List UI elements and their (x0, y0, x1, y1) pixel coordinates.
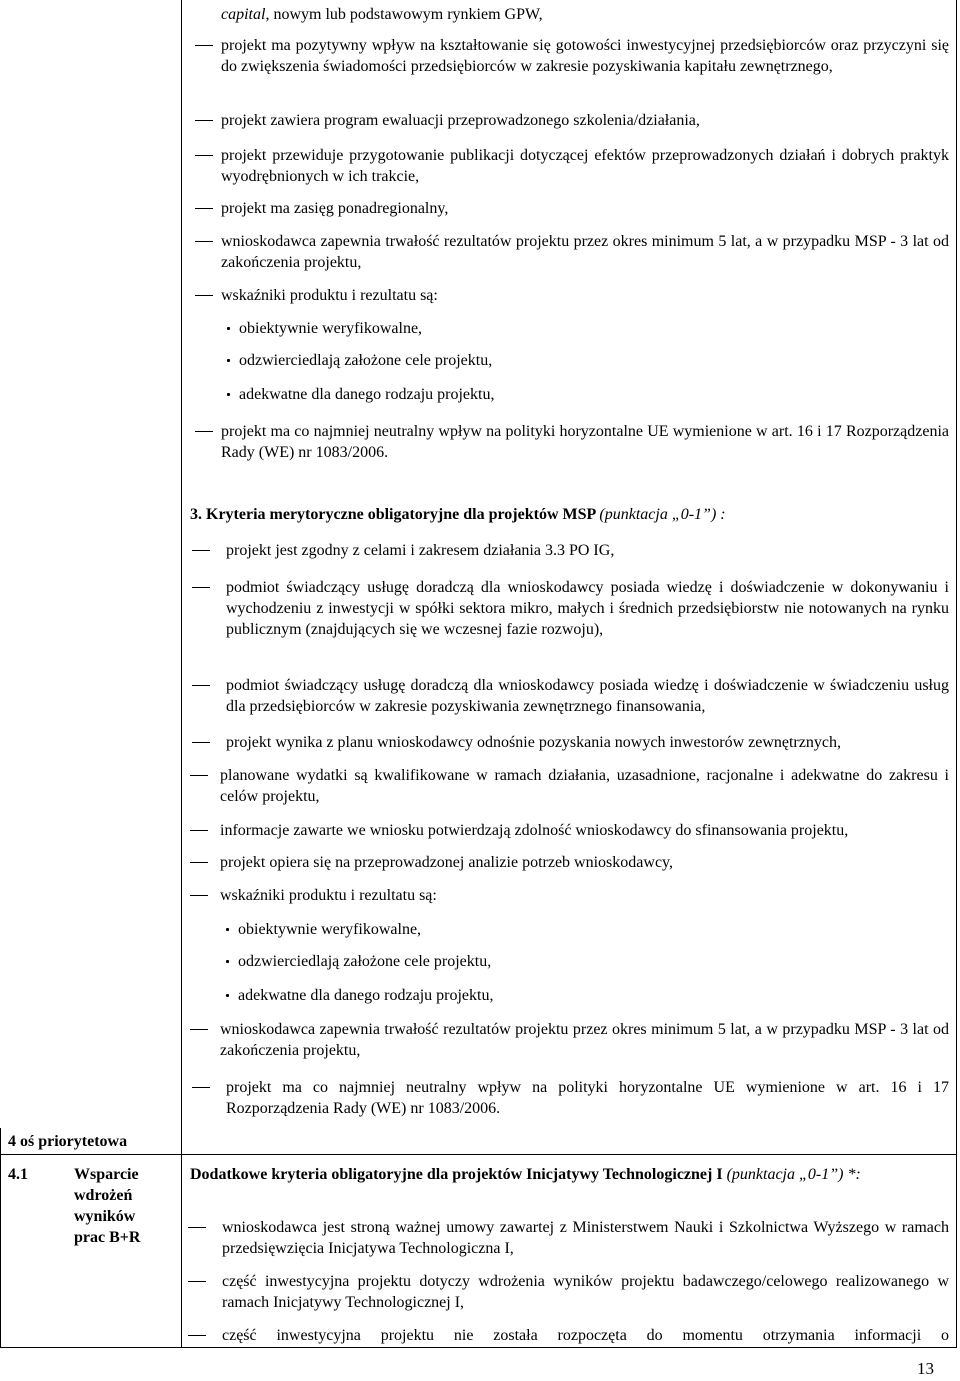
list-item-text: część inwestycyjna projektu dotyczy wdrożenia wyników projektu badawczego/celowego realizowanego w ramach Inicjatywy Technologicznej I, (222, 1273, 949, 1311)
dash-marker (195, 45, 213, 46)
dash-marker (188, 1227, 206, 1228)
list-item-text: część inwestycyjna projektu nie została rozpoczęta do momentu otrzymania informacji o (222, 1327, 949, 1344)
list-item (190, 765, 949, 807)
list-item (190, 820, 949, 841)
table-bottom-border (0, 1347, 957, 1348)
table-left-border (0, 1128, 1, 1348)
list-item (193, 145, 949, 187)
list-item-text: projekt przewiduje przygotowanie publikacji dotyczącej efektów przeprowadzonych działań i dobrych praktyk wyodrębnionych w ich trakcie, (221, 147, 949, 185)
dash-marker (190, 895, 208, 896)
table-column-divider (181, 0, 182, 1348)
list-item-text: projekt ma co najmniej neutralny wpływ na polityki horyzontalne UE wymienione w art. 16 i 17 Rozporządzenia Rady (WE) nr 1083/2006. (221, 423, 949, 461)
list-item (190, 885, 949, 906)
list-item (193, 35, 949, 77)
list-item-text: projekt ma co najmniej neutralny wpływ na polityki horyzontalne UE wymienione w art. 16 i 17 Rozporządzenia Rady (WE) nr 1083/2006. (226, 1079, 949, 1117)
dash-marker (192, 587, 210, 588)
list-item (186, 1271, 949, 1313)
section-41-list (186, 1217, 949, 1347)
dash-marker (195, 241, 213, 242)
bullet-item (227, 350, 492, 371)
list-item-text: planowane wydatki są kwalifikowane w ramach działania, uzasadnione, racjonalne i adekwatne do zakresu i celów projektu, (220, 767, 949, 805)
dash-marker (188, 1281, 206, 1282)
list-item-text: projekt zawiera program ewaluacji przeprowadzonego szkolenia/działania, (221, 112, 700, 129)
list-item-text: podmiot świadczący usługę doradczą dla wnioskodawcy posiada wiedzę i doświadczenie w dokonywaniu i wychodzeniu z inwestycji w spółki sektora mikro, małych i średnich przedsiębiorstw nie notowanych na rynku publicznym (znajdujących się we wczesnej fazie rozwoju), (226, 579, 949, 638)
section-3-list (190, 540, 949, 1120)
priority-axis-label: 4 oś priorytetowa (8, 1133, 128, 1150)
dash-marker (195, 155, 213, 156)
bullet-text: obiektywnie weryfikowalne, (238, 921, 422, 938)
list-item (193, 198, 949, 219)
list-item-text: wskaźniki produktu i rezultatu są: (220, 887, 437, 904)
bullet-item (227, 318, 422, 339)
list-item (190, 852, 949, 873)
bullet-text: adekwatne dla danego rodzaju projektu, (238, 987, 494, 1004)
bullet-item (226, 919, 421, 940)
dash-marker (192, 550, 210, 551)
bullet-text: odzwierciedlają założone cele projektu, (238, 953, 492, 970)
page-number: 13 (917, 1359, 934, 1378)
dash-marker (192, 685, 210, 686)
measure-number: 4.1 (8, 1166, 28, 1183)
list-item (193, 110, 949, 131)
list-item-text: wnioskodawca zapewnia trwałość rezultatów projektu przez okres minimum 5 lat, a w przypadku MSP - 3 lat od zakończenia projektu, (220, 1021, 949, 1059)
section-41-scoring-note: (punktacja „0-1”) *: (726, 1166, 861, 1183)
table-right-border (956, 0, 957, 1348)
bullet-dot (226, 928, 229, 931)
list-item (193, 285, 949, 306)
section-41-title: Dodatkowe kryteria obligatoryjne dla projektów Inicjatywy Technologicznej I (190, 1166, 723, 1183)
bullet-dot (227, 327, 230, 330)
list-item (190, 540, 949, 561)
dash-marker (190, 862, 208, 863)
section-3-title: 3. Kryteria merytoryczne obligatoryjne dla projektów MSP (190, 506, 596, 523)
list-item-text: wnioskodawca jest stroną ważnej umowy zawartej z Ministerstwem Nauki i Szkolnictwa Wyższego w ramach przedsięwzięcia Inicjatywa Technologiczna I, (222, 1219, 949, 1257)
list-item-text: wskaźniki produktu i rezultatu są: (221, 287, 438, 304)
bullet-dot (226, 994, 229, 997)
bullet-item (227, 384, 494, 405)
section-3-scoring-note: (punktacja „0-1”) : (599, 506, 726, 523)
list-item-text: projekt ma pozytywny wpływ na kształtowanie się gotowości inwestycyjnej przedsiębiorców oraz przyczyni się do zwiększenia świadomości przedsiębiorców w zakresie pozyskiwania kapitału zewnętrznego, (221, 37, 949, 75)
list-item-text: projekt ma zasięg ponadregionalny, (221, 200, 449, 217)
dash-marker (192, 742, 210, 743)
dash-marker (192, 1087, 210, 1088)
capital-word: capital (221, 6, 266, 23)
list-item-text: projekt jest zgodny z celami i zakresem działania 3.3 PO IG, (226, 542, 615, 559)
bullet-item (226, 951, 491, 972)
dash-marker (195, 120, 213, 121)
list-item-text: wnioskodawca zapewnia trwałość rezultatów projektu przez okres minimum 5 lat, a w przypadku MSP - 3 lat od zakończenia projektu, (221, 233, 949, 271)
bullet-dot (226, 960, 229, 963)
table-row-divider (0, 1154, 957, 1155)
bullet-dot (227, 359, 230, 362)
dash-marker (190, 1029, 208, 1030)
list-item (193, 231, 949, 273)
text-line-capital (221, 4, 543, 25)
bullet-dot (227, 393, 230, 396)
top-block (193, 0, 949, 470)
list-item (190, 675, 949, 717)
list-item-text: podmiot świadczący usługę doradczą dla wnioskodawcy posiada wiedzę i doświadczenie w świadczeniu usług dla przedsiębiorców w zakresie pozyskiwania zewnętrznego finansowania, (226, 677, 949, 715)
dash-marker (195, 208, 213, 209)
dash-marker (190, 830, 208, 831)
bullet-text: adekwatne dla danego rodzaju projektu, (239, 386, 495, 403)
dash-marker (195, 431, 213, 432)
list-item-text: projekt opiera się na przeprowadzonej analizie potrzeb wnioskodawcy, (220, 854, 673, 871)
list-item (186, 1325, 949, 1346)
capital-rest: , nowym lub podstawowym rynkiem GPW, (265, 6, 543, 23)
section-41-heading (190, 1164, 948, 1185)
list-item (186, 1217, 949, 1259)
list-item (190, 732, 949, 753)
dash-marker (190, 775, 208, 776)
bullet-item (226, 985, 493, 1006)
list-item (190, 577, 949, 640)
section-3-heading (190, 504, 950, 525)
bullet-text: obiektywnie weryfikowalne, (239, 320, 423, 337)
dash-marker (195, 295, 213, 296)
list-item-text: projekt wynika z planu wnioskodawcy odnośnie pozyskania nowych inwestorów zewnętrznych, (226, 734, 841, 751)
dash-marker (188, 1335, 206, 1336)
measure-title: Wsparcie wdrożeń wyników prac B+R (74, 1166, 141, 1246)
list-item-text: informacje zawarte we wniosku potwierdzają zdolność wnioskodawcy do sfinansowania projektu, (220, 822, 849, 839)
bullet-text: odzwierciedlają założone cele projektu, (239, 352, 493, 369)
list-item (193, 421, 949, 463)
list-item (190, 1077, 949, 1119)
list-item (190, 1019, 949, 1061)
